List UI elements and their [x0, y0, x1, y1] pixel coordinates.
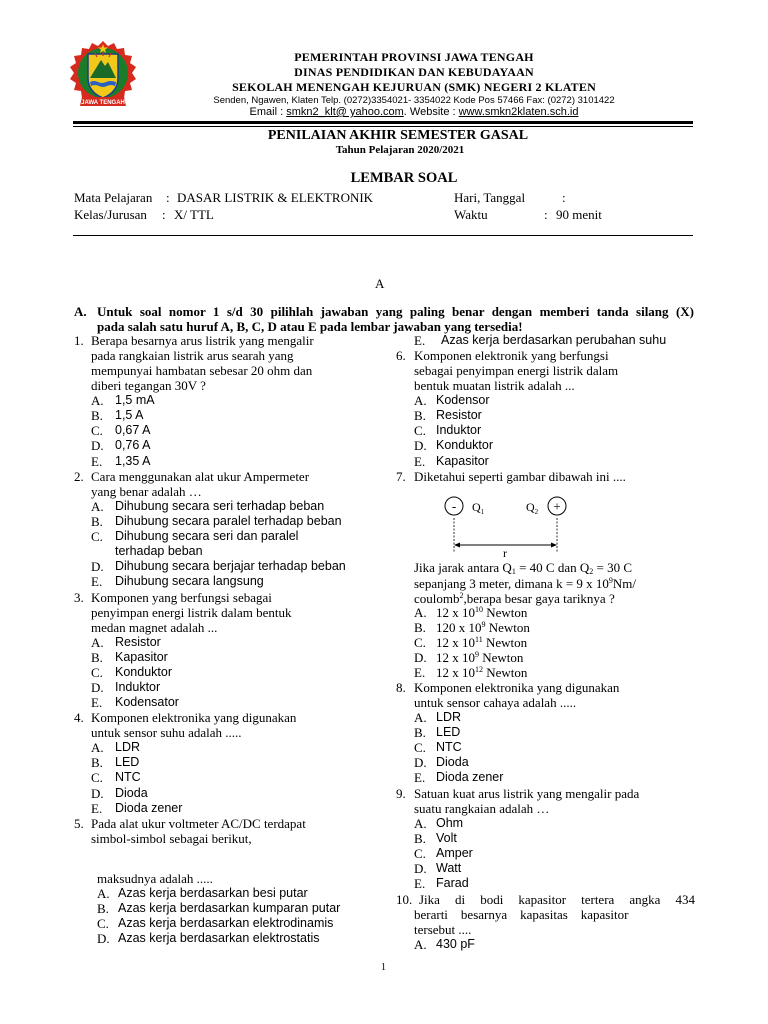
q9-option-e: Farad: [436, 876, 469, 890]
q6-option-e: Kapasitor: [436, 454, 489, 468]
q8-letter-a: A.: [414, 710, 427, 725]
instruction-line-1: Untuk soal nomor 1 s/d 30 pilihlah jawaban yang paling benar dengan memberi tanda silang (X): [97, 304, 694, 319]
q1-letter-d: D.: [91, 438, 104, 453]
time-value: 90 menit: [556, 207, 602, 222]
q10-number: 10.: [396, 892, 413, 907]
q6-option-a: Kodensor: [436, 393, 490, 407]
q10-option-a: 430 pF: [436, 937, 475, 951]
negative-charge-sign: -: [451, 498, 457, 514]
q7-number: 7.: [396, 469, 406, 484]
q1-letter-c: C.: [91, 423, 103, 438]
q7-text-2: Jika jarak antara $Q_1 = 40$ C dan $Q_2 = 30$ C: [414, 560, 632, 576]
q8-text-2: untuk sensor cahaya adalah .....: [414, 695, 577, 710]
q1-letter-b: B.: [91, 408, 103, 423]
q5-option-e: Azas kerja berdasarkan perubahan suhu: [441, 333, 667, 347]
header-agency: DINAS PENDIDIKAN DAN KEBUDAYAAN: [294, 65, 534, 79]
q3-option-e: Kodensator: [115, 695, 179, 709]
q6-option-c: Induktor: [436, 423, 482, 437]
time-label: Waktu: [454, 207, 488, 222]
q4-text-1: Komponen elektronika yang digunakan: [91, 710, 297, 725]
subject-colon: :: [166, 190, 170, 205]
class-value: X/ TTL: [174, 207, 214, 222]
q5-letter-b: B.: [97, 901, 109, 916]
q1-option-b: 1,5 A: [115, 408, 144, 422]
q2-option-c-1: Dihubung secara seri dan paralel: [115, 529, 299, 543]
q8-option-b: LED: [436, 725, 461, 739]
q4-letter-c: C.: [91, 770, 103, 785]
q6-letter-d: D.: [414, 438, 427, 453]
charge-diagram: [436, 494, 576, 560]
q3-option-a: Resistor: [115, 635, 161, 649]
q8-text-1: Komponen elektronika yang digunakan: [414, 680, 620, 695]
q7-option-c: 12 x $10^{11}$ Newton: [436, 635, 528, 650]
q8-option-a: LDR: [436, 710, 462, 724]
q5-letter-a: A.: [97, 886, 110, 901]
q3-text-3: medan magnet adalah ...: [91, 620, 218, 635]
header-government: PEMERINTAH PROVINSI JAWA TENGAH: [294, 50, 534, 64]
q7-letter-d: D.: [414, 650, 427, 665]
q6-text-3: bentuk muatan listrik adalah ...: [414, 378, 575, 393]
q1-letter-a: A.: [91, 393, 104, 408]
q9-letter-a: A.: [414, 816, 427, 831]
q2-letter-c: C.: [91, 529, 103, 544]
q3-letter-d: D.: [91, 680, 104, 695]
q3-letter-a: A.: [91, 635, 104, 650]
section-letter: A: [375, 276, 385, 291]
q10-letter-a: A.: [414, 937, 427, 952]
q5-letter-c: C.: [97, 916, 109, 931]
header-address: Senden, Ngawen, Klaten Telp. (0272)3354021- 3354022 Kode Pos 57466 Fax: (0272) 3101422: [213, 95, 615, 106]
distance-label: r: [503, 546, 507, 560]
q5-text-2: simbol-simbol sebagai berikut,: [91, 831, 252, 846]
arrow-head-right: [551, 543, 557, 548]
q2-letter-a: A.: [91, 499, 104, 514]
q1-label: $Q_1$: [472, 500, 485, 516]
q7-text-3: sepanjang 3 meter, dimana k = 9 x $10^9Nm/$: [414, 576, 637, 591]
q5-number: 5.: [74, 816, 84, 831]
q9-option-a: Ohm: [436, 816, 464, 830]
header-school: SEKOLAH MENENGAH KEJURUAN (SMK) NEGERI 2 KLATEN: [232, 80, 596, 94]
q1-text-4: diberi tegangan 30V ?: [91, 378, 206, 393]
info-rule: [73, 235, 693, 236]
q2-text-1: Cara menggunakan alat ukur Ampermeter: [91, 469, 310, 484]
q2-option-b: Dihubung secara paralel terhadap beban: [115, 514, 342, 528]
q3-letter-b: B.: [91, 650, 103, 665]
subject-value: DASAR LISTRIK & ELEKTRONIK: [177, 190, 374, 205]
page-number: 1: [381, 962, 386, 973]
q9-option-c: Amper: [436, 846, 473, 860]
q8-option-e: Dioda zener: [436, 770, 504, 784]
q2-letter-b: B.: [91, 514, 103, 529]
q8-letter-d: D.: [414, 755, 427, 770]
email-link[interactable]: smkn2_klt@ yahoo.com: [286, 106, 404, 118]
q1-option-d: 0,76 A: [115, 438, 151, 452]
header-rule-thick: [73, 121, 693, 124]
q2-option-e: Dihubung secara langsung: [115, 574, 264, 588]
q1-letter-e: E.: [91, 454, 103, 469]
instruction-label: A.: [74, 304, 87, 319]
q2-label: $Q_2$: [526, 500, 539, 516]
q10-text-2: berarti besarnya kapasitas kapasitor: [414, 907, 629, 922]
q6-option-d: Konduktor: [436, 438, 493, 452]
website-label: . Website :: [403, 106, 459, 118]
q2-number: 2.: [74, 469, 84, 484]
q5-letter-e: E.: [414, 333, 426, 348]
arrow-head-left: [454, 543, 460, 548]
q7-letter-e: E.: [414, 665, 426, 680]
day-label: Hari, Tanggal: [454, 190, 526, 205]
q4-option-a: LDR: [115, 740, 141, 754]
q3-option-b: Kapasitor: [115, 650, 168, 664]
q2-letter-d: D.: [91, 559, 104, 574]
sheet-title: LEMBAR SOAL: [350, 170, 458, 186]
q4-letter-d: D.: [91, 786, 104, 801]
q10-text-1: Jika di bodi kapasitor tertera angka 434: [419, 892, 695, 907]
website-link[interactable]: www.smkn2klaten.sch.id: [458, 106, 579, 118]
q9-number: 9.: [396, 786, 406, 801]
q9-text-1: Satuan kuat arus listrik yang mengalir pada: [414, 786, 640, 801]
q5-option-c: Azas kerja berdasarkan elektrodinamis: [118, 916, 334, 930]
q7-option-b: 120 x $10^9$ Newton: [436, 620, 530, 635]
q9-option-d: Watt: [436, 861, 462, 875]
q1-option-c: 0,67 A: [115, 423, 151, 437]
time-colon: :: [544, 207, 548, 222]
q8-number: 8.: [396, 680, 406, 695]
q9-letter-b: B.: [414, 831, 426, 846]
q2-text-2: yang benar adalah …: [91, 484, 202, 499]
q3-text-2: penyimpan energi listrik dalam bentuk: [91, 605, 292, 620]
q9-letter-e: E.: [414, 876, 426, 891]
q4-text-2: untuk sensor suhu adalah .....: [91, 725, 242, 740]
subject-label: Mata Pelajaran: [74, 190, 153, 205]
q3-number: 3.: [74, 590, 84, 605]
q9-text-2: suatu rangkaian adalah …: [414, 801, 550, 816]
q7-letter-b: B.: [414, 620, 426, 635]
q4-letter-b: B.: [91, 755, 103, 770]
q3-option-c: Konduktor: [115, 665, 172, 679]
logo-ribbon-text: JAWA TENGAH: [81, 100, 125, 106]
header-rule-thin: [73, 126, 693, 127]
q9-letter-d: D.: [414, 861, 427, 876]
q5-text-1: Pada alat ukur voltmeter AC/DC terdapat: [91, 816, 306, 831]
exam-year: Tahun Pelajaran 2020/2021: [335, 144, 465, 156]
q4-letter-e: E.: [91, 801, 103, 816]
q7-option-d: 12 x $10^9$ Newton: [436, 650, 524, 665]
email-label: Email :: [249, 106, 287, 118]
q6-option-b: Resistor: [436, 408, 482, 422]
q2-letter-e: E.: [91, 574, 103, 589]
q4-option-b: LED: [115, 755, 140, 769]
q4-option-e: Dioda zener: [115, 801, 183, 815]
q8-letter-c: C.: [414, 740, 426, 755]
q6-letter-c: C.: [414, 423, 426, 438]
instruction-line-2: pada salah satu huruf A, B, C, D atau E pada lembar jawaban yang tersedia!: [97, 319, 523, 334]
q9-letter-c: C.: [414, 846, 426, 861]
q4-option-d: Dioda: [115, 786, 148, 800]
q4-number: 4.: [74, 710, 84, 725]
day-colon: :: [562, 190, 566, 205]
q3-text-1: Komponen yang berfungsi sebagai: [91, 590, 272, 605]
q1-text-2: pada rangkaian listrik arus searah yang: [91, 348, 294, 363]
q6-letter-b: B.: [414, 408, 426, 423]
q5-option-b: Azas kerja berdasarkan kumparan putar: [118, 901, 341, 915]
q1-text-1: Berapa besarnya arus listrik yang mengalir: [91, 333, 314, 348]
q6-text-2: sebagai penyimpan energi listrik dalam: [414, 363, 619, 378]
exam-title: PENILAIAN AKHIR SEMESTER GASAL: [267, 128, 529, 143]
q9-option-b: Volt: [436, 831, 457, 845]
q3-letter-c: C.: [91, 665, 103, 680]
q2-option-a: Dihubung secara seri terhadap beban: [115, 499, 325, 513]
q6-letter-e: E.: [414, 454, 426, 469]
q2-option-c-2: terhadap beban: [115, 544, 203, 558]
q8-option-c: NTC: [436, 740, 462, 754]
q1-option-e: 1,35 A: [115, 454, 151, 468]
q4-option-c: NTC: [115, 770, 141, 784]
q7-letter-a: A.: [414, 605, 427, 620]
header-contact: [30, 106, 768, 118]
q1-number: 1.: [74, 333, 84, 348]
q3-letter-e: E.: [91, 695, 103, 710]
q7-text-1: Diketahui seperti gambar dibawah ini ....: [414, 469, 626, 484]
q8-letter-e: E.: [414, 770, 426, 785]
positive-charge-sign: +: [553, 498, 561, 514]
q5-text-3: maksudnya adalah .....: [97, 871, 213, 886]
q8-letter-b: B.: [414, 725, 426, 740]
class-label: Kelas/Jurusan: [74, 207, 147, 222]
q7-letter-c: C.: [414, 635, 426, 650]
q6-number: 6.: [396, 348, 406, 363]
q10-text-3: tersebut ....: [414, 922, 472, 937]
q6-text-1: Komponen elektronik yang berfungsi: [414, 348, 609, 363]
q3-option-d: Induktor: [115, 680, 161, 694]
q2-option-d: Dihubung secara berjajar terhadap beban: [115, 559, 346, 573]
q7-text-4: coulomb$^2$,berapa besar gaya tariknya ?: [414, 591, 615, 606]
q4-letter-a: A.: [91, 740, 104, 755]
q6-letter-a: A.: [414, 393, 427, 408]
q5-option-d: Azas kerja berdasarkan elektrostatis: [118, 931, 320, 945]
q1-option-a: 1,5 mA: [115, 393, 155, 407]
q8-option-d: Dioda: [436, 755, 469, 769]
q1-text-3: mempunyai hambatan sebesar 20 ohm dan: [91, 363, 313, 378]
q7-option-a: 12 x $10^{10}$ Newton: [436, 605, 528, 620]
class-colon: :: [162, 207, 166, 222]
q5-letter-d: D.: [97, 931, 110, 946]
q5-option-a: Azas kerja berdasarkan besi putar: [118, 886, 308, 900]
q7-option-e: 12 x $10^{12}$ Newton: [436, 665, 528, 680]
